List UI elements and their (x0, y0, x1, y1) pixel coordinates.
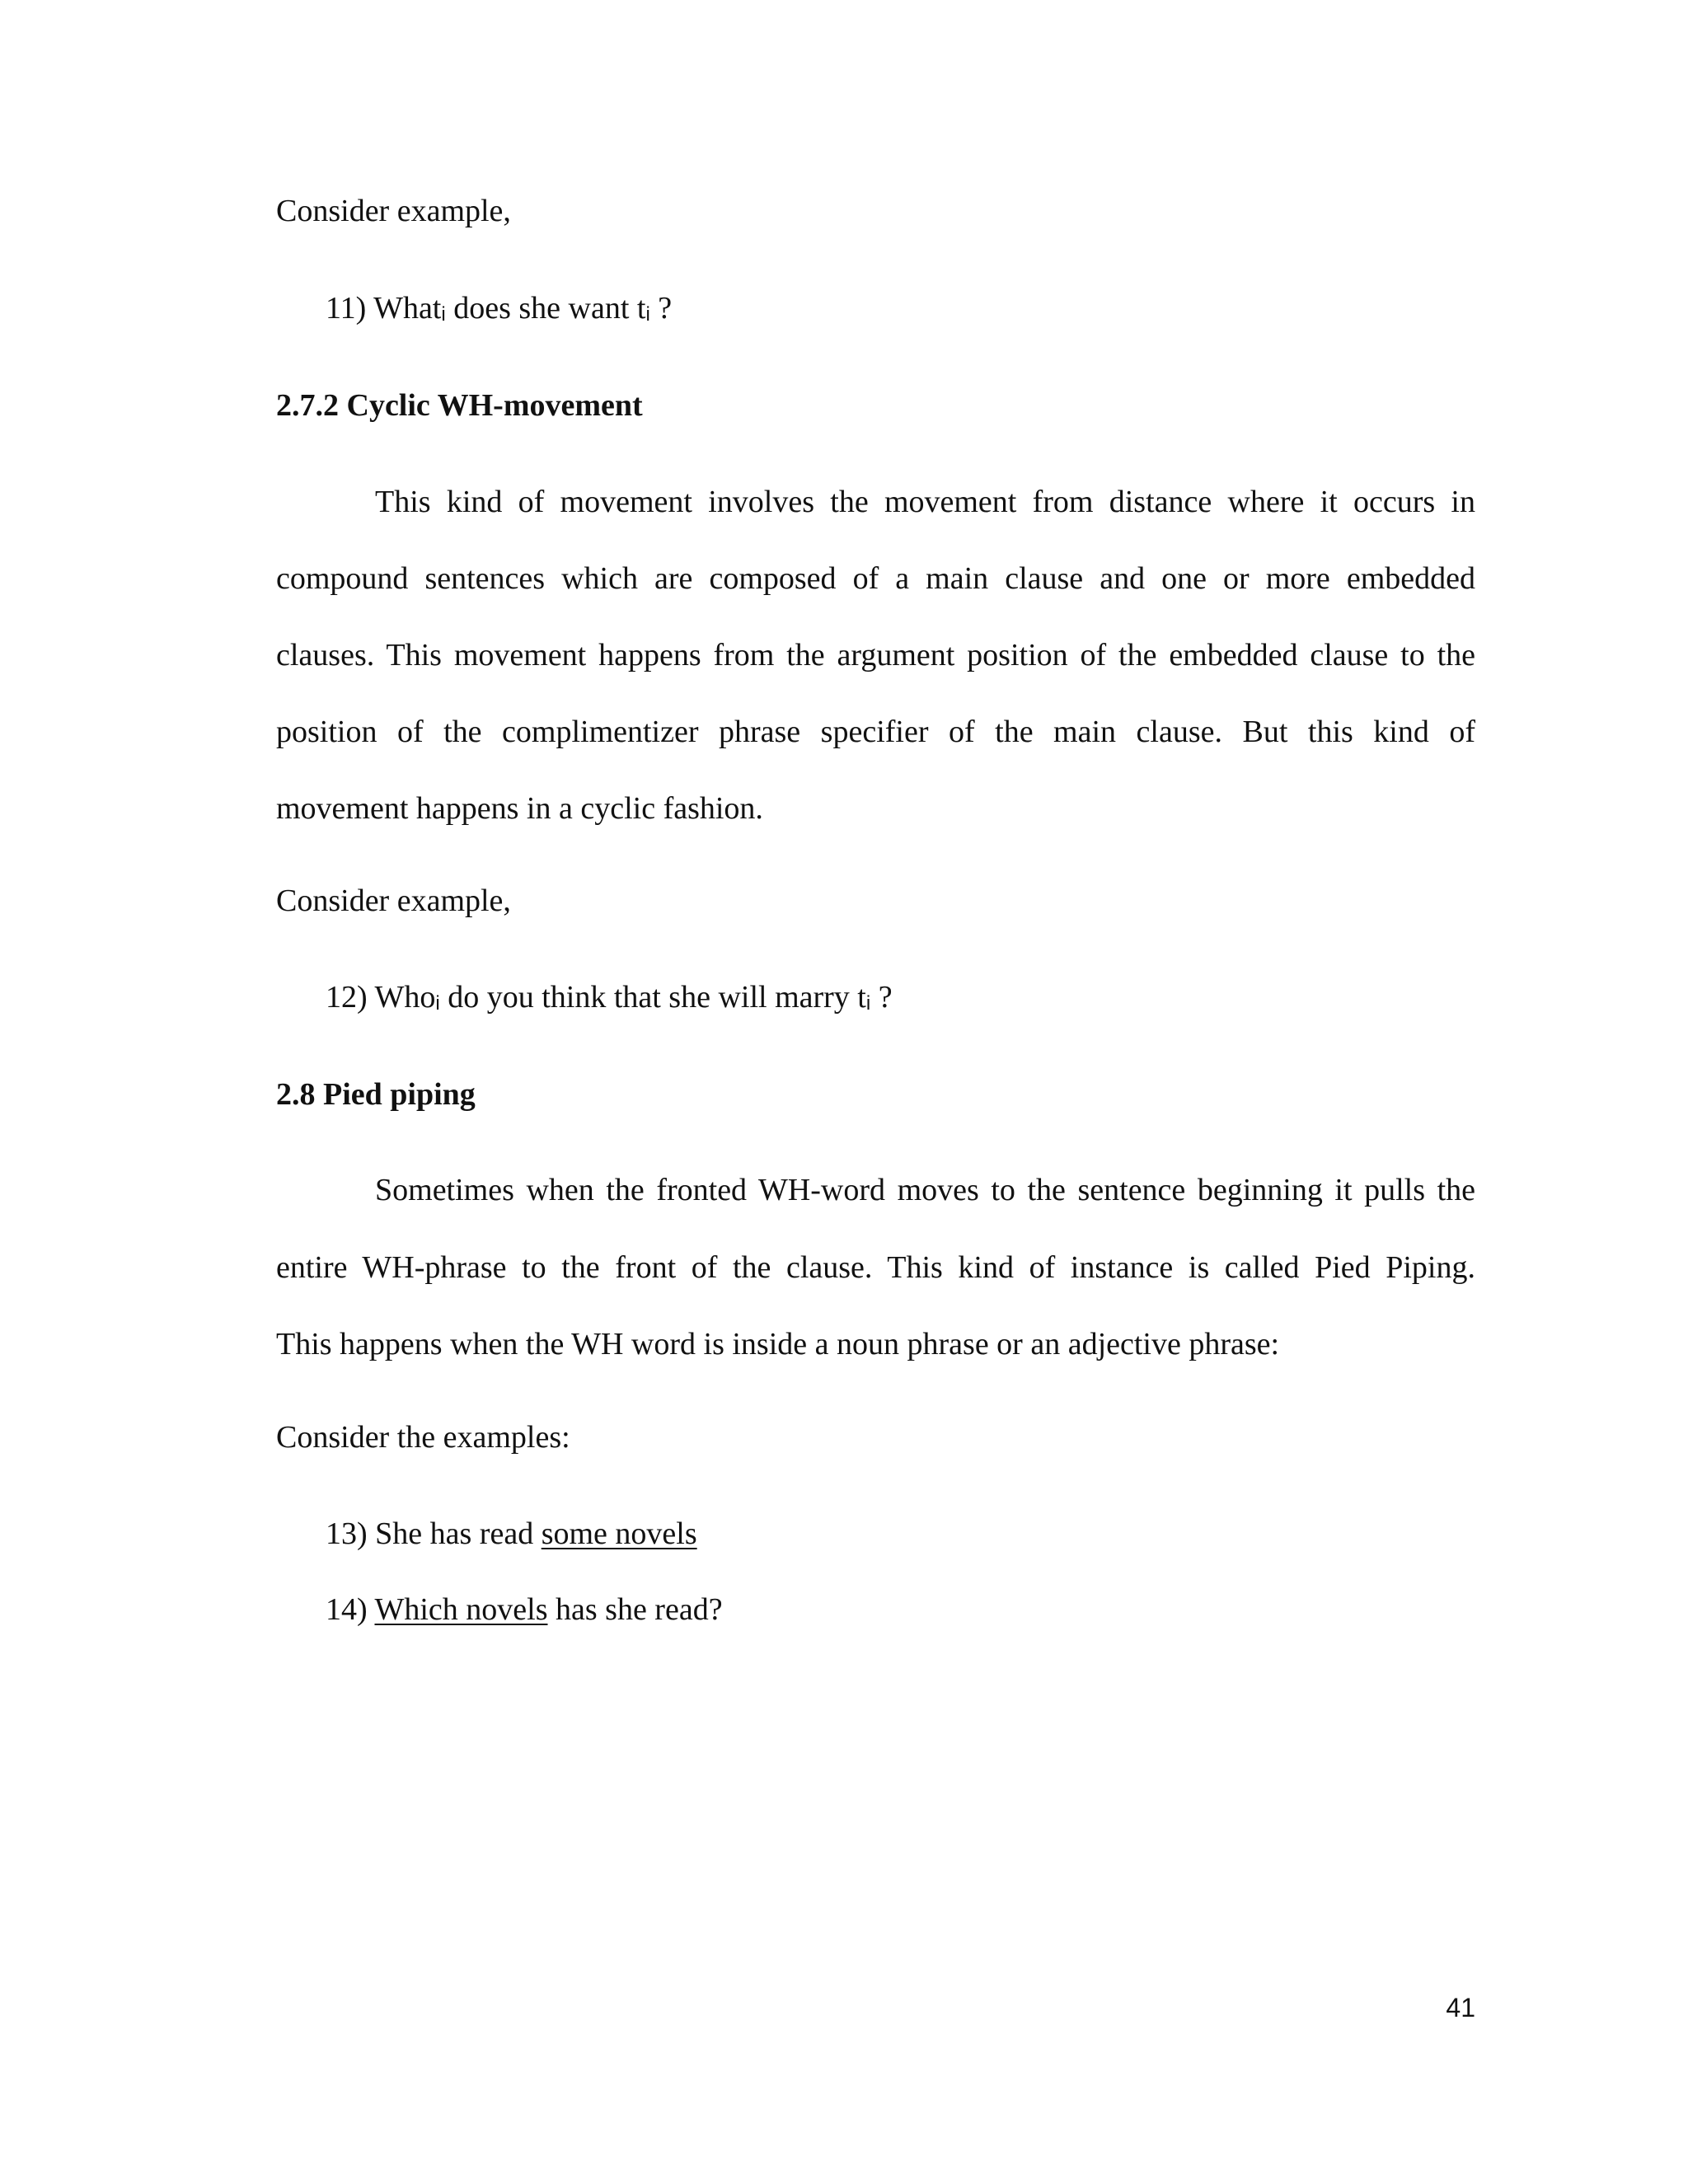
paragraph-line: clauses. This movement happens from the argument position of the embedded clause to the (276, 638, 1475, 673)
underlined-phrase: Which novels (374, 1592, 548, 1627)
example-text: does she want t (453, 291, 646, 326)
example-13 (326, 1518, 697, 1549)
underlined-phrase: some novels (541, 1516, 697, 1551)
subscript-index: i (435, 992, 440, 1015)
paragraph-line: compound sentences which are composed of a main clause and one or more embedded (276, 561, 1475, 596)
example-punct: ? (658, 291, 673, 326)
section-heading-2-8: 2.8 Pied piping (276, 1077, 476, 1112)
subscript-index: i (865, 992, 871, 1015)
example-number: 14) (326, 1592, 368, 1627)
example-word: What (373, 291, 442, 326)
paragraph-line: This kind of movement involves the movement from distance where it occurs in (375, 485, 1475, 519)
example-word: Who (374, 980, 436, 1015)
example-number: 13) (326, 1516, 368, 1551)
example-11 (326, 293, 672, 325)
example-number: 11) (326, 291, 367, 326)
paragraph-line: position of the complimentizer phrase specifier of the main clause. But this kind of (276, 715, 1475, 749)
consider-example-1: Consider example, (276, 194, 511, 228)
example-text: has she read? (556, 1592, 723, 1627)
example-12 (326, 982, 893, 1014)
paragraph-line: entire WH-phrase to the front of the clause. This kind of instance is called Pied Piping. (276, 1250, 1475, 1285)
consider-example-2: Consider example, (276, 883, 511, 918)
example-punct: ? (878, 980, 893, 1015)
paragraph-line: movement happens in a cyclic fashion. (276, 791, 763, 826)
paragraph-line: This happens when the WH word is inside a noun phrase or an adjective phrase: (276, 1327, 1280, 1361)
consider-the-examples: Consider the examples: (276, 1420, 570, 1455)
example-14 (326, 1594, 723, 1625)
subscript-index: i (441, 303, 446, 326)
example-text: do you think that she will marry t (448, 980, 866, 1015)
section-heading-2-7-2: 2.7.2 Cyclic WH-movement (276, 388, 643, 423)
paragraph-line: Sometimes when the fronted WH-word moves to the sentence beginning it pulls the (375, 1173, 1475, 1207)
page-number: 41 (1446, 1993, 1475, 2022)
example-number: 12) (326, 980, 368, 1015)
example-text: She has read (375, 1516, 534, 1551)
subscript-index: i (645, 303, 650, 326)
